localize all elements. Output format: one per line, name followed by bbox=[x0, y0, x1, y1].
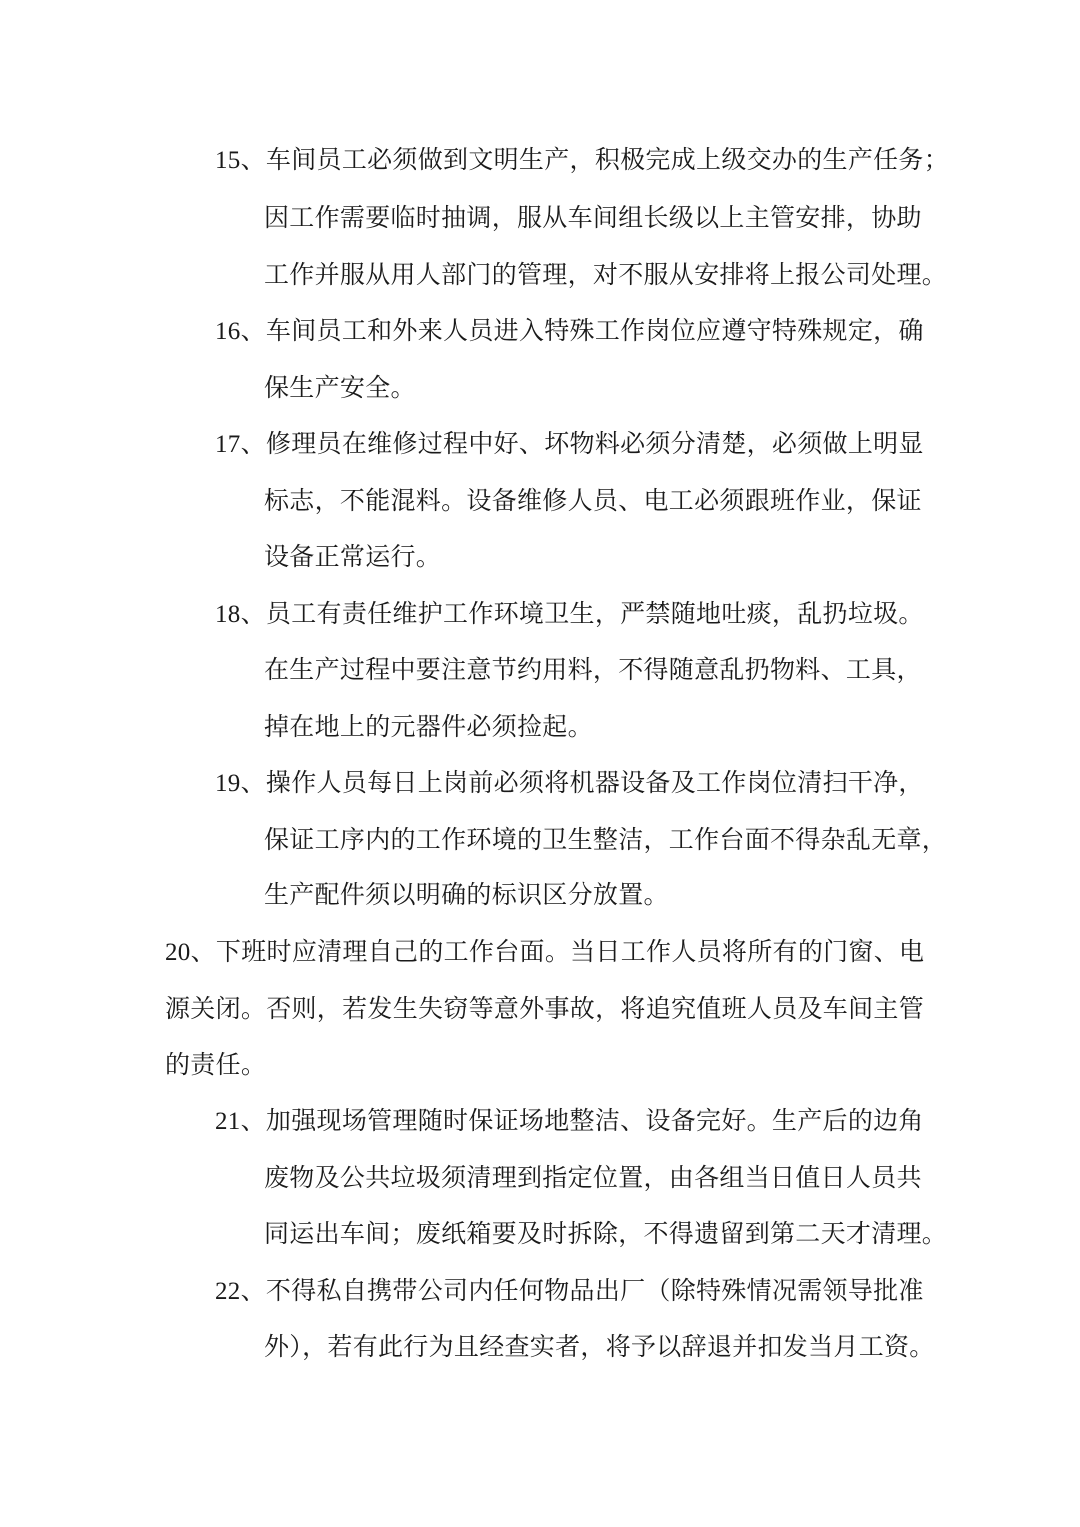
item-separator: 、 bbox=[240, 1276, 266, 1305]
item-15-number: 15 bbox=[215, 147, 241, 174]
item-22-text-1: 不得私自携带公司内任何物品出厂（除特殊情况需领导批准 bbox=[265, 1276, 924, 1305]
item-separator: 、 bbox=[240, 145, 266, 174]
item-17-line-2: 标志，不能混料。设备维修人员、电工必须跟班作业，保证 bbox=[264, 486, 922, 515]
item-20-text-1: 下班时应清理自己的工作台面。当日工作人员将所有的门窗、电 bbox=[215, 937, 925, 966]
item-16-line-2: 保生产安全。 bbox=[264, 373, 416, 402]
item-17-text-1: 修理员在维修过程中好、坏物料必须分清楚，必须做上明显 bbox=[265, 429, 924, 458]
item-18-line-1 bbox=[215, 599, 924, 630]
item-19-number: 19 bbox=[215, 770, 241, 797]
item-16-text-1: 车间员工和外来人员进入特殊工作岗位应遵守特殊规定，确 bbox=[265, 316, 924, 345]
item-18-text-1: 员工有责任维护工作环境卫生，严禁随地吐痰，乱扔垃圾。 bbox=[265, 599, 924, 628]
item-19-line-2: 保证工序内的工作环境的卫生整洁，工作台面不得杂乱无章， bbox=[264, 825, 948, 854]
item-16-number: 16 bbox=[215, 318, 241, 345]
item-15-text-1: 车间员工必须做到文明生产，积极完成上级交办的生产任务； bbox=[265, 145, 950, 174]
item-21-line-1 bbox=[215, 1106, 924, 1137]
item-separator: 、 bbox=[240, 429, 266, 458]
item-18-line-2: 在生产过程中要注意节约用料，不得随意乱扔物料、工具， bbox=[264, 655, 922, 684]
item-20-line-2: 源关闭。否则，若发生失窃等意外事故，将追究值班人员及车间主管 bbox=[165, 994, 925, 1023]
item-18-line-3: 掉在地上的元器件必须捡起。 bbox=[264, 712, 593, 741]
item-19-line-3: 生产配件须以明确的标识区分放置。 bbox=[264, 880, 669, 909]
item-22-line-1 bbox=[215, 1276, 924, 1307]
item-17-number: 17 bbox=[215, 431, 241, 458]
item-separator: 、 bbox=[240, 316, 266, 345]
item-21-text-1: 加强现场管理随时保证场地整洁、设备完好。生产后的边角 bbox=[265, 1106, 924, 1135]
item-22-number: 22 bbox=[215, 1278, 241, 1305]
item-15-line-1 bbox=[215, 145, 949, 176]
item-17-line-1 bbox=[215, 429, 924, 460]
item-22-line-2: 外），若有此行为且经查实者，将予以辞退并扣发当月工资。 bbox=[264, 1332, 935, 1361]
item-19-line-1 bbox=[215, 768, 924, 799]
item-18-number: 18 bbox=[215, 601, 241, 628]
item-16-line-1 bbox=[215, 316, 924, 347]
item-separator: 、 bbox=[240, 599, 266, 628]
item-19-text-1: 操作人员每日上岗前必须将机器设备及工作岗位清扫干净， bbox=[265, 768, 924, 797]
item-21-number: 21 bbox=[215, 1108, 241, 1135]
item-20-number: 20 bbox=[165, 939, 191, 966]
item-separator: 、 bbox=[240, 768, 266, 797]
item-15-line-3: 工作并服从用人部门的管理，对不服从安排将上报公司处理。 bbox=[264, 260, 948, 289]
item-separator: 、 bbox=[190, 937, 216, 966]
item-20-line-1 bbox=[165, 937, 924, 968]
item-separator: 、 bbox=[240, 1106, 266, 1135]
item-21-line-3: 同运出车间；废纸箱要及时拆除，不得遗留到第二天才清理。 bbox=[264, 1219, 948, 1248]
item-20-line-3: 的责任。 bbox=[165, 1050, 267, 1079]
item-17-line-3: 设备正常运行。 bbox=[264, 542, 442, 571]
item-15-line-2: 因工作需要临时抽调，服从车间组长级以上主管安排，协助 bbox=[264, 203, 922, 232]
item-21-line-2: 废物及公共垃圾须清理到指定位置，由各组当日值日人员共 bbox=[264, 1163, 922, 1192]
